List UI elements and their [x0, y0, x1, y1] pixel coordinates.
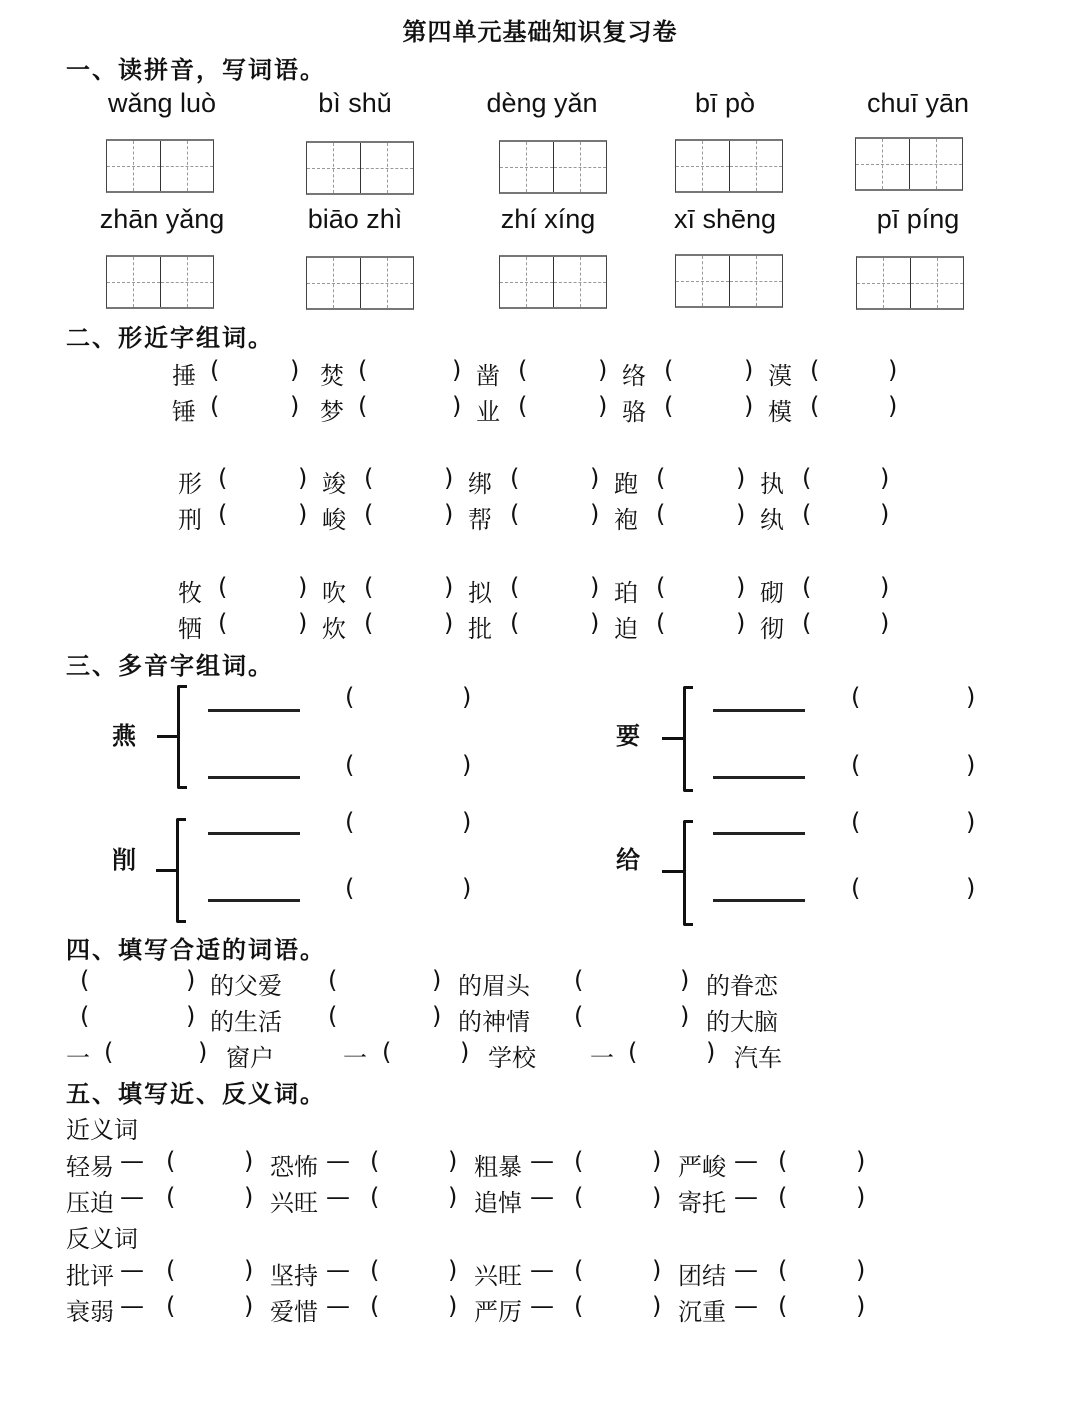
open-paren: ( [218, 573, 228, 601]
open-paren: ( [664, 392, 674, 420]
open-paren: ( [574, 1147, 584, 1175]
close-paren: ) [244, 1147, 254, 1175]
close-paren: ) [298, 464, 308, 492]
open-paren: ( [345, 874, 355, 902]
dash: — [530, 1292, 554, 1320]
open-paren: ( [382, 1038, 392, 1066]
char: 砌 [760, 579, 784, 607]
open-paren: ( [778, 1147, 788, 1175]
close-paren: ) [244, 1256, 254, 1284]
close-paren: ) [448, 1292, 458, 1320]
close-paren: ) [244, 1183, 254, 1211]
char: 执 [760, 470, 784, 498]
antonym-label: 反义词 [66, 1225, 138, 1253]
open-paren: ( [328, 966, 338, 994]
close-paren: ) [590, 500, 600, 528]
close-paren: ) [590, 609, 600, 637]
close-paren: ) [444, 464, 454, 492]
open-paren: ( [851, 808, 861, 836]
word: 团结 [678, 1262, 726, 1290]
open-paren: ( [80, 1002, 90, 1030]
word: 粗暴 [474, 1153, 522, 1181]
section3-heading: 三、多音字组词。 [66, 652, 274, 680]
writing-grid[interactable] [106, 255, 214, 309]
phrase: 的眉头 [458, 972, 530, 1000]
char: 纨 [760, 506, 784, 534]
pinyin: bī pò [694, 88, 756, 118]
open-paren: ( [510, 573, 520, 601]
blank-line[interactable] [713, 776, 805, 779]
open-paren: ( [510, 500, 520, 528]
open-paren: ( [370, 1256, 380, 1284]
word: 批评 [66, 1262, 114, 1290]
char: 漠 [768, 362, 792, 390]
close-paren: ) [856, 1183, 866, 1211]
open-paren: ( [656, 500, 666, 528]
close-paren: ) [198, 1038, 208, 1066]
dash: — [326, 1292, 350, 1320]
dash: — [120, 1256, 144, 1284]
open-paren: ( [851, 683, 861, 711]
prefix-yi: 一 [66, 1044, 90, 1072]
char: 彻 [760, 615, 784, 643]
open-paren: ( [166, 1256, 176, 1284]
prefix-yi: 一 [590, 1044, 614, 1072]
phrase: 的神情 [458, 1008, 530, 1036]
section5-heading: 五、填写近、反义词。 [66, 1080, 326, 1108]
writing-grid[interactable] [855, 137, 963, 191]
close-paren: ) [744, 392, 754, 420]
close-paren: ) [680, 1002, 690, 1030]
close-paren: ) [298, 609, 308, 637]
open-paren: ( [851, 751, 861, 779]
dash: — [734, 1147, 758, 1175]
open-paren: ( [345, 751, 355, 779]
char: 梦 [320, 398, 344, 426]
open-paren: ( [364, 500, 374, 528]
open-paren: ( [778, 1256, 788, 1284]
word: 沉重 [678, 1298, 726, 1326]
dash: — [734, 1183, 758, 1211]
pinyin: pī píng [876, 204, 960, 234]
close-paren: ) [598, 356, 608, 384]
open-paren: ( [104, 1038, 114, 1066]
open-paren: ( [574, 1292, 584, 1320]
pinyin: wǎng luò [107, 88, 217, 118]
open-paren: ( [574, 1256, 584, 1284]
section2-heading: 二、形近字组词。 [66, 324, 274, 352]
close-paren: ) [462, 808, 472, 836]
word: 爱惜 [270, 1298, 318, 1326]
dash: — [734, 1256, 758, 1284]
close-paren: ) [736, 500, 746, 528]
section4-heading: 四、填写合适的词语。 [66, 936, 326, 964]
pinyin: zhí xíng [500, 204, 596, 234]
char: 骆 [622, 398, 646, 426]
open-paren: ( [358, 356, 368, 384]
dash: — [734, 1292, 758, 1320]
close-paren: ) [966, 683, 976, 711]
word: 寄托 [678, 1189, 726, 1217]
close-paren: ) [880, 500, 890, 528]
open-paren: ( [802, 609, 812, 637]
dash: — [326, 1256, 350, 1284]
open-paren: ( [574, 966, 584, 994]
phrase: 学校 [488, 1044, 536, 1072]
polyphone-char: 燕 [112, 722, 136, 750]
char: 珀 [614, 579, 638, 607]
char: 峻 [322, 506, 346, 534]
open-paren: ( [802, 464, 812, 492]
char: 绑 [468, 470, 492, 498]
polyphone-char: 削 [112, 846, 136, 874]
blank-line[interactable] [208, 709, 300, 712]
close-paren: ) [880, 609, 890, 637]
open-paren: ( [166, 1147, 176, 1175]
open-paren: ( [364, 609, 374, 637]
close-paren: ) [880, 464, 890, 492]
close-paren: ) [452, 392, 462, 420]
word: 追悼 [474, 1189, 522, 1217]
brace [683, 686, 693, 792]
page-title: 第四单元基础知识复习卷 [402, 18, 678, 46]
open-paren: ( [574, 1002, 584, 1030]
word: 坚持 [270, 1262, 318, 1290]
close-paren: ) [680, 966, 690, 994]
char: 跑 [614, 470, 638, 498]
blank-line[interactable] [208, 776, 300, 779]
dash: — [326, 1147, 350, 1175]
open-paren: ( [656, 609, 666, 637]
char: 竣 [322, 470, 346, 498]
blank-line[interactable] [713, 709, 805, 712]
close-paren: ) [966, 874, 976, 902]
char: 业 [476, 398, 500, 426]
close-paren: ) [590, 464, 600, 492]
open-paren: ( [345, 808, 355, 836]
close-paren: ) [744, 356, 754, 384]
word: 兴旺 [270, 1189, 318, 1217]
open-paren: ( [778, 1292, 788, 1320]
char: 牺 [178, 615, 202, 643]
open-paren: ( [370, 1147, 380, 1175]
open-paren: ( [810, 392, 820, 420]
char: 模 [768, 398, 792, 426]
open-paren: ( [328, 1002, 338, 1030]
blank-line[interactable] [208, 899, 300, 902]
char: 络 [622, 362, 646, 390]
open-paren: ( [166, 1292, 176, 1320]
open-paren: ( [851, 874, 861, 902]
open-paren: ( [364, 573, 374, 601]
open-paren: ( [778, 1183, 788, 1211]
close-paren: ) [452, 356, 462, 384]
word: 严厉 [474, 1298, 522, 1326]
open-paren: ( [518, 392, 528, 420]
open-paren: ( [218, 464, 228, 492]
close-paren: ) [432, 1002, 442, 1030]
dash: — [530, 1147, 554, 1175]
blank-line[interactable] [713, 832, 805, 835]
close-paren: ) [244, 1292, 254, 1320]
open-paren: ( [518, 356, 528, 384]
writing-grid[interactable] [675, 254, 783, 308]
pinyin: zhān yǎng [99, 204, 225, 234]
writing-grid[interactable] [499, 255, 607, 309]
char: 焚 [320, 362, 344, 390]
open-paren: ( [210, 392, 220, 420]
close-paren: ) [736, 464, 746, 492]
open-paren: ( [664, 356, 674, 384]
prefix-yi: 一 [343, 1044, 367, 1072]
char: 形 [178, 470, 202, 498]
word: 严峻 [678, 1153, 726, 1181]
open-paren: ( [358, 392, 368, 420]
char: 炊 [322, 615, 346, 643]
open-paren: ( [370, 1292, 380, 1320]
close-paren: ) [448, 1183, 458, 1211]
open-paren: ( [210, 356, 220, 384]
word: 衰弱 [66, 1298, 114, 1326]
open-paren: ( [802, 573, 812, 601]
open-paren: ( [218, 609, 228, 637]
word: 压迫 [66, 1189, 114, 1217]
close-paren: ) [598, 392, 608, 420]
close-paren: ) [290, 392, 300, 420]
close-paren: ) [432, 966, 442, 994]
open-paren: ( [218, 500, 228, 528]
close-paren: ) [462, 683, 472, 711]
close-paren: ) [290, 356, 300, 384]
dash: — [120, 1183, 144, 1211]
close-paren: ) [462, 751, 472, 779]
char: 牧 [178, 579, 202, 607]
close-paren: ) [444, 609, 454, 637]
close-paren: ) [856, 1256, 866, 1284]
brace-tick [662, 737, 684, 740]
phrase: 的父爱 [210, 972, 282, 1000]
pinyin: xī shēng [673, 204, 777, 234]
close-paren: ) [736, 573, 746, 601]
close-paren: ) [462, 874, 472, 902]
open-paren: ( [510, 464, 520, 492]
dash: — [530, 1183, 554, 1211]
close-paren: ) [444, 500, 454, 528]
dash: — [530, 1256, 554, 1284]
close-paren: ) [880, 573, 890, 601]
word: 兴旺 [474, 1262, 522, 1290]
blank-line[interactable] [713, 899, 805, 902]
dash: — [120, 1292, 144, 1320]
brace-tick [157, 735, 179, 738]
open-paren: ( [80, 966, 90, 994]
phrase: 的生活 [210, 1008, 282, 1036]
writing-grid[interactable] [675, 139, 783, 193]
blank-line[interactable] [208, 832, 300, 835]
brace [683, 820, 693, 926]
close-paren: ) [706, 1038, 716, 1066]
open-paren: ( [364, 464, 374, 492]
open-paren: ( [628, 1038, 638, 1066]
char: 凿 [476, 362, 500, 390]
writing-grid[interactable] [306, 256, 414, 310]
open-paren: ( [345, 683, 355, 711]
open-paren: ( [166, 1183, 176, 1211]
dash: — [120, 1147, 144, 1175]
open-paren: ( [574, 1183, 584, 1211]
open-paren: ( [802, 500, 812, 528]
close-paren: ) [590, 573, 600, 601]
char: 锤 [172, 398, 196, 426]
close-paren: ) [736, 609, 746, 637]
close-paren: ) [966, 751, 976, 779]
pinyin: biāo zhì [307, 204, 403, 234]
close-paren: ) [652, 1147, 662, 1175]
phrase: 窗户 [226, 1044, 274, 1072]
polyphone-char: 要 [616, 722, 640, 750]
close-paren: ) [652, 1256, 662, 1284]
phrase: 的眷恋 [706, 972, 778, 1000]
pinyin: chuī yān [866, 88, 970, 118]
close-paren: ) [966, 808, 976, 836]
open-paren: ( [656, 573, 666, 601]
close-paren: ) [448, 1256, 458, 1284]
char: 吹 [322, 579, 346, 607]
close-paren: ) [856, 1292, 866, 1320]
word: 恐怖 [270, 1153, 318, 1181]
close-paren: ) [652, 1292, 662, 1320]
phrase: 的大脑 [706, 1008, 778, 1036]
brace [177, 685, 187, 789]
close-paren: ) [652, 1183, 662, 1211]
close-paren: ) [298, 573, 308, 601]
char: 袍 [614, 506, 638, 534]
writing-grid[interactable] [856, 256, 964, 310]
char: 刑 [178, 506, 202, 534]
close-paren: ) [444, 573, 454, 601]
open-paren: ( [810, 356, 820, 384]
pinyin: bì shǔ [318, 88, 392, 118]
open-paren: ( [370, 1183, 380, 1211]
close-paren: ) [460, 1038, 470, 1066]
close-paren: ) [888, 392, 898, 420]
char: 帮 [468, 506, 492, 534]
open-paren: ( [656, 464, 666, 492]
close-paren: ) [298, 500, 308, 528]
char: 迫 [614, 615, 638, 643]
section1-heading: 一、读拼音，写词语。 [66, 56, 326, 84]
writing-grid[interactable] [499, 140, 607, 194]
char: 拟 [468, 579, 492, 607]
close-paren: ) [186, 966, 196, 994]
char: 批 [468, 615, 492, 643]
pinyin: dèng yǎn [486, 88, 598, 118]
open-paren: ( [510, 609, 520, 637]
polyphone-char: 给 [616, 846, 640, 874]
dash: — [326, 1183, 350, 1211]
word: 轻易 [66, 1153, 114, 1181]
close-paren: ) [888, 356, 898, 384]
brace-tick [662, 870, 684, 873]
phrase: 汽车 [734, 1044, 782, 1072]
writing-grid[interactable] [106, 139, 214, 193]
char: 捶 [172, 362, 196, 390]
close-paren: ) [856, 1147, 866, 1175]
synonym-label: 近义词 [66, 1116, 138, 1144]
brace [176, 818, 186, 923]
brace-tick [156, 869, 178, 872]
close-paren: ) [448, 1147, 458, 1175]
writing-grid[interactable] [306, 141, 414, 195]
close-paren: ) [186, 1002, 196, 1030]
